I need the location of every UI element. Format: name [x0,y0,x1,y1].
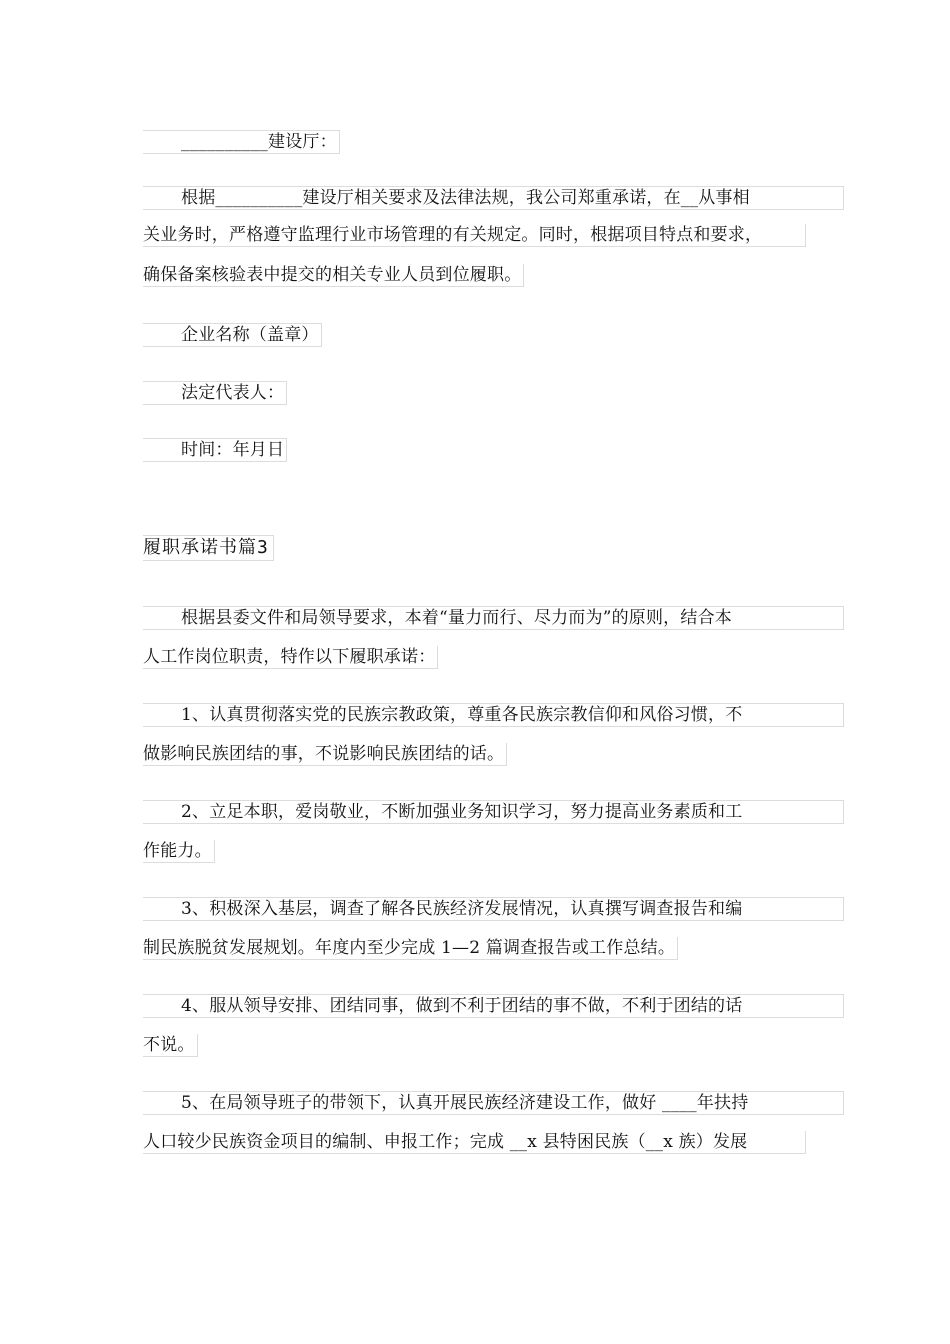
intro-line1: 根据县委文件和局领导要求，本着“量力而行、尽力而为”的原则，结合本 [143,606,844,630]
para1-line3: 确保备案核验表中提交的相关专业人员到位履职。 [143,264,524,287]
intro-line2: 人工作岗位职责，特作以下履职承诺： [143,646,438,669]
para1-line2: 关业务时，严格遵守监理行业市场管理的有关规定。同时，根据项目特点和要求， [143,224,806,247]
item-2-line2: 作能力。 [143,840,215,863]
item-3-line2: 制民族脱贫发展规划。年度内至少完成 1—2 篇调查报告或工作总结。 [143,937,678,960]
date-label: 时间：年月日 [143,438,287,462]
section-heading: 履职承诺书篇3 [143,535,274,561]
item-5-line2: 人口较少民族资金项目的编制、申报工作；完成 __x 县特困民族（__x 族）发展 [143,1131,806,1154]
company-name-label: 企业名称（盖章） [143,323,322,347]
item-1-line1: 1、认真贯彻落实党的民族宗教政策，尊重各民族宗教信仰和风俗习惯，不 [143,703,844,727]
item-1-line2: 做影响民族团结的事，不说影响民族团结的话。 [143,743,507,766]
item-2-line1: 2、立足本职，爱岗敬业，不断加强业务知识学习，努力提高业务素质和工 [143,800,844,824]
item-4-line1: 4、服从领导安排、团结同事，做到不利于团结的事不做，不利于团结的话 [143,994,844,1018]
salutation: __________建设厅： [143,130,340,154]
item-5-line1: 5、在局领导班子的带领下，认真开展民族经济建设工作，做好 ____年扶持 [143,1091,844,1115]
item-3-line1: 3、积极深入基层，调查了解各民族经济发展情况，认真撰写调查报告和编 [143,897,844,921]
item-4-line2: 不说。 [143,1034,198,1057]
para1-line1: 根据__________建设厅相关要求及法律法规，我公司郑重承诺，在__从事相 [143,186,844,210]
legal-representative-label: 法定代表人： [143,381,287,405]
